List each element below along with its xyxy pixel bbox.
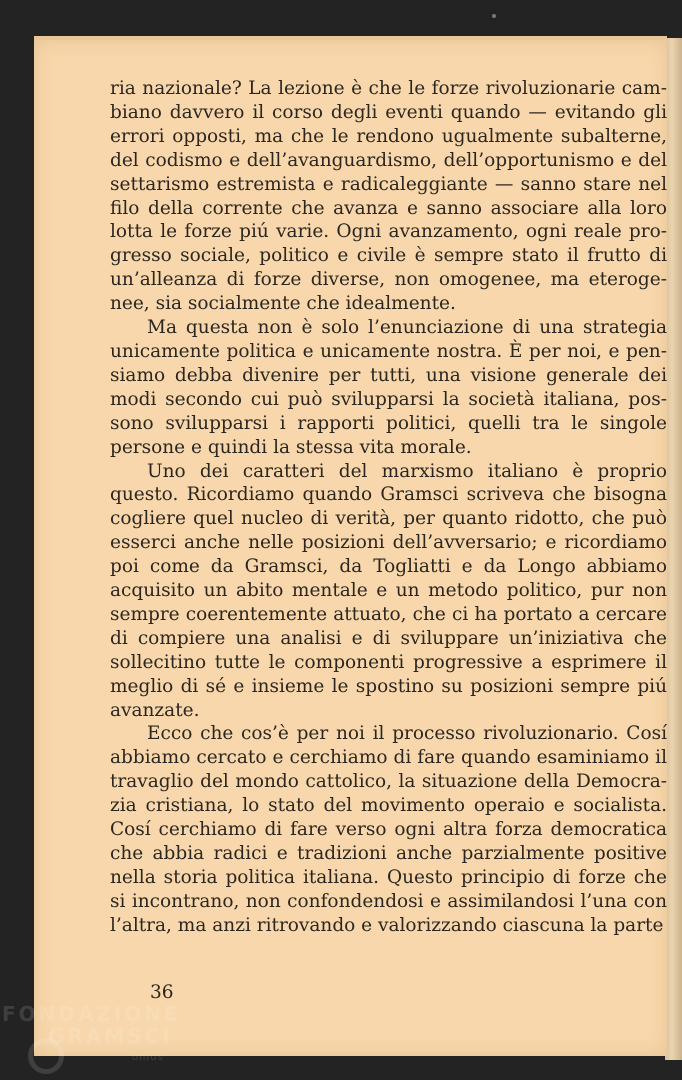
page-number: 36 — [150, 982, 174, 1003]
watermark-line2: GRAMSCI — [48, 1024, 173, 1048]
paragraph-3: Uno dei caratteri del marxismo italiano è proprio questo. Ricordiamo quando Gramsci scriveva che bisogna cogliere quel nucleo di verità, per quanto ridotto, che può esserci anche nelle posizioni dell’avversario; e ricordiamo poi come da Gramsci, da Togliatti e da Longo abbiamo acquisito un abito mentale e un metodo politico, pur non sempre coerentemente attuato, che ci ha portato a cercare di compiere una analisi e di sviluppare un’iniziativa che sollecitino tutte le componenti progressive a esprimere il meglio di sé e insieme le spostino su posizioni sempre piú avanzate. — [110, 460, 667, 721]
page-edge — [665, 38, 682, 1060]
body-text — [110, 77, 667, 938]
paragraph-4: Ecco che cos’è per noi il processo rivoluzionario. Cosí abbiamo cercato e cerchiamo di fare quando esaminiamo il travaglio del mondo cattolico, la situazione della Democrazia cristiana, lo stato del movimento operaio e socialista. Cosí cerchiamo di fare verso ogni altra forza democratica che abbia radici e tradizioni anche parzialmente positive nella storia politica italiana. Questo principio di forze che si incontrano, non confondendosi e assimilandosi l’una con l’altra, ma anzi ritrovando e valorizzando ciascuna la parte — [110, 723, 667, 936]
dust-speck — [492, 14, 496, 18]
fondazione-logo-icon — [28, 1038, 64, 1074]
paragraph-2: Ma questa non è solo l’enunciazione di una strategia unicamente politica e unicamente nostra. È per noi, e pensiamo debba divenire per tutti, una visione generale dei modi secondo cui può svilupparsi la società italiana, possono svilupparsi i rapporti politici, quelli tra le singole persone e quindi la stessa vita morale. — [110, 317, 667, 458]
paragraph-1: ria nazionale? La lezione è che le forze rivoluzionarie cambiano davvero il corso degli eventi quando — evitando gli errori opposti, ma che le rendono ugualmente subalterne, del codismo e dell’avanguardismo, dell’opportunismo e del settarismo estremista e radicaleggiante — sanno stare nel filo della corrente che avanza e sanno associare alla loro lotta le forze piú varie. Ogni avanzamento, ogni reale progresso sociale, politico e civile è sempre stato il frutto di un’alleanza di forze diverse, non omogenee, ma eterogenee, sia socialmente che idealmente. — [110, 78, 667, 315]
watermark-line1: FONDAZIONE — [2, 1002, 181, 1026]
watermark-onlus: onlus — [132, 1052, 164, 1063]
